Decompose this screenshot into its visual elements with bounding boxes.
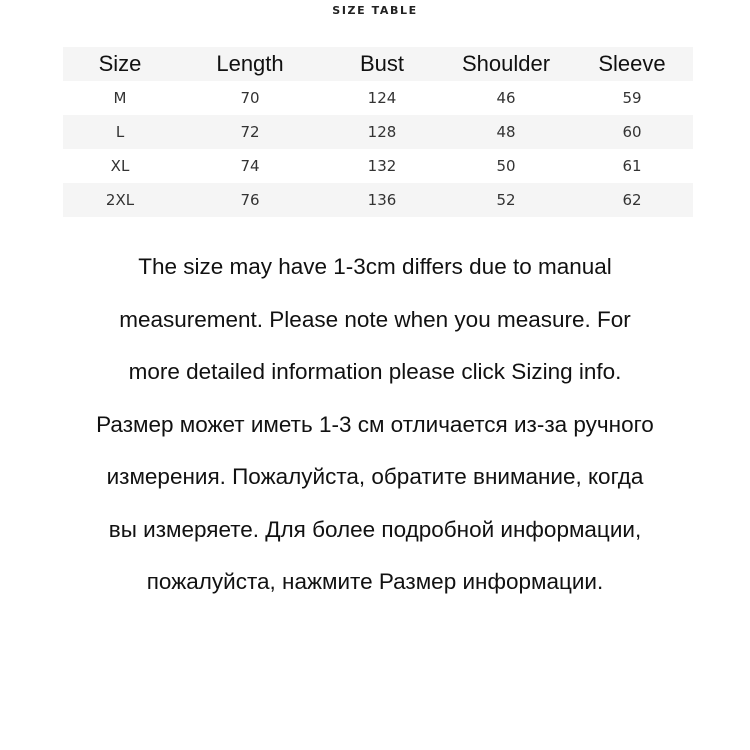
size-notes: [30, 241, 720, 609]
cell-shoulder: 52: [496, 191, 516, 209]
header-bust: Bust: [359, 51, 405, 76]
table-header-row: [63, 47, 693, 81]
cell-bust: 132: [367, 157, 397, 175]
note-line: измерения. Пожалуйста, обратите внимание, когда: [106, 464, 644, 489]
note-line: measurement. Please note when you measure. For: [119, 306, 631, 332]
cell-bust: 136: [367, 191, 397, 209]
cell-size: XL: [110, 157, 130, 175]
header-sleeve: Sleeve: [598, 51, 666, 76]
header-size: Size: [98, 51, 142, 76]
note-line: пожалуйста, нажмите Размер информации.: [146, 569, 604, 594]
cell-shoulder: 50: [496, 157, 516, 175]
size-table-title: SIZE TABLE: [332, 4, 418, 17]
header-shoulder: Shoulder: [461, 51, 551, 76]
size-table: [63, 47, 693, 217]
cell-size: 2XL: [105, 191, 135, 209]
cell-sleeve: 62: [622, 191, 642, 209]
cell-sleeve: 60: [622, 123, 642, 141]
cell-bust: 128: [367, 123, 397, 141]
note-line: вы измеряете. Для более подробной информации,: [108, 516, 642, 542]
cell-length: 76: [240, 191, 260, 209]
cell-length: 74: [240, 157, 260, 175]
cell-length: 70: [240, 89, 260, 107]
table-row: [63, 115, 693, 149]
table-row: [63, 81, 693, 115]
note-line: The size may have 1-3cm differs due to manual: [138, 254, 612, 279]
cell-shoulder: 46: [496, 89, 516, 107]
table-row: [63, 149, 693, 183]
cell-bust: 124: [367, 89, 397, 107]
cell-length: 72: [240, 123, 260, 141]
table-row: [63, 183, 693, 217]
cell-sleeve: 59: [622, 89, 642, 107]
cell-sleeve: 61: [622, 157, 642, 175]
note-line: more detailed information please click Sizing info.: [128, 359, 622, 384]
cell-size: M: [113, 89, 127, 107]
cell-size: L: [115, 123, 125, 141]
note-line: Размер может иметь 1-3 см отличается из-за ручного: [96, 411, 654, 437]
cell-shoulder: 48: [496, 123, 516, 141]
header-length: Length: [216, 51, 284, 76]
